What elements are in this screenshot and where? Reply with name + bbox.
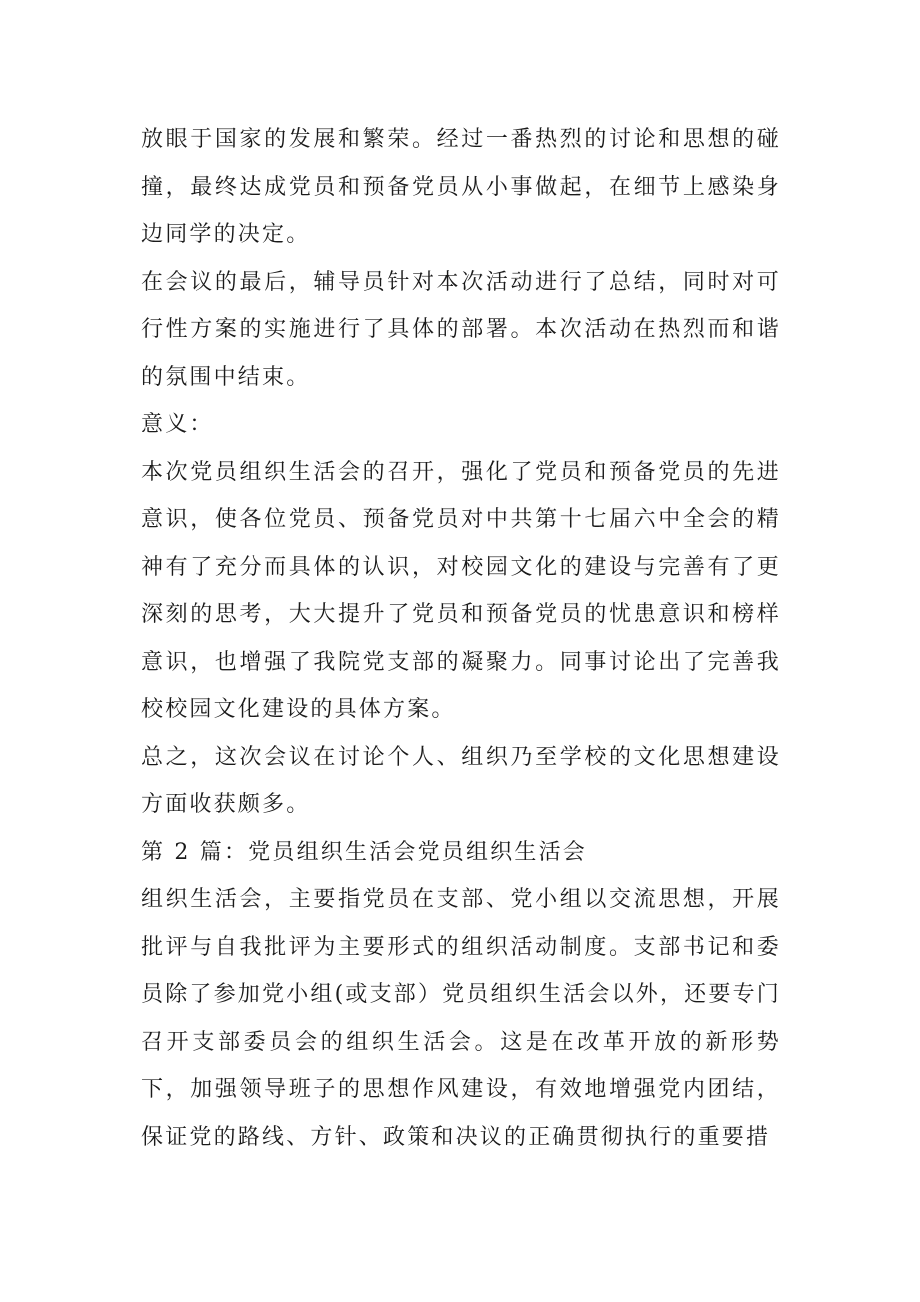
section-title-part-2: 第 2 篇：党员组织生活会党员组织生活会 (141, 839, 587, 865)
document-body (141, 116, 781, 1161)
paragraph-discussion-result: 放眼于国家的发展和繁荣。经过一番热烈的讨论和思想的碰撞，最终达成党员和预备党员从小事做起，在细节上感染身边同学的决定。 (141, 127, 781, 247)
paragraph-significance: 本次党员组织生活会的召开，强化了党员和预备党员的先进意识，使各位党员、预备党员对中共第十七届六中全会的精神有了充分而具体的认识，对校园文化的建设与完善有了更深刻的思考，大大提升了党员和预备党员的忧患意识和榜样意识，也增强了我院党支部的凝聚力。同事讨论出了完善我校校园文化建设的具体方案。 (141, 459, 781, 722)
paragraph-significance-heading: 意义： (141, 412, 214, 437)
paragraph-organization-life-meeting: 组织生活会，主要指党员在支部、党小组以交流思想，开展批评与自我批评为主要形式的组织活动制度。支部书记和委员除了参加党小组(或支部）党员组织生活会以外，还要专门召开支部委员会的组织生活会。这是在改革开放的新形势下，加强领导班子的思想作风建设，有效地增强党内团结，保证党的路线、方针、政策和决议的正确贯彻执行的重要措 (141, 887, 781, 1150)
paragraph-conclusion: 总之，这次会议在讨论个人、组织乃至学校的文化思想建设方面收获颇多。 (141, 744, 781, 817)
paragraph-meeting-summary: 在会议的最后，辅导员针对本次活动进行了总结，同时对可行性方案的实施进行了具体的部署。本次活动在热烈而和谐的氛围中结束。 (141, 269, 781, 390)
